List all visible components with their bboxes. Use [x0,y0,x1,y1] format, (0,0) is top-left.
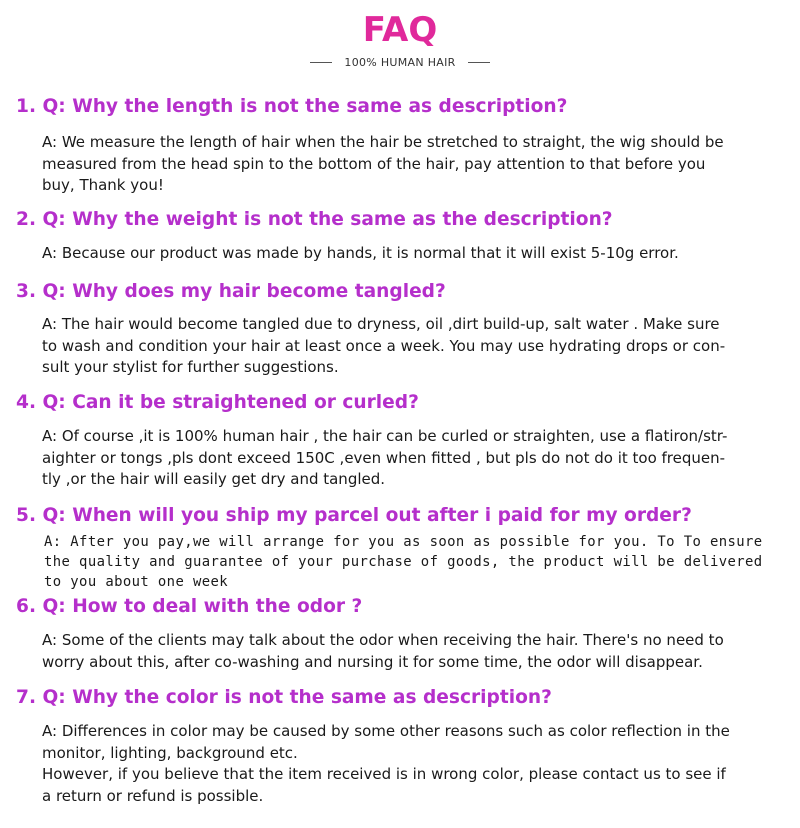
faq-answer-line: A: The hair would become tangled due to dryness, oil ,dirt build-up, salt water . Make sure [42,315,720,333]
faq-question-1: 1. Q: Why the length is not the same as description? [16,96,568,117]
faq-question-6: 6. Q: How to deal with the odor ? [16,596,363,617]
faq-answer-line: the quality and guarantee of your purchase of goods, the product will be delivered [44,554,763,570]
faq-answer-line: to you about one week [44,574,229,590]
faq-question-5: 5. Q: When will you ship my parcel out after i paid for my order? [16,505,692,526]
faq-answer-3 [42,314,792,379]
faq-answer-line: measured from the head spin to the bottom of the hair, pay attention to that before you [42,154,706,173]
faq-question-2: 2. Q: Why the weight is not the same as the description? [16,209,613,230]
divider-left [310,62,332,63]
page-title: FAQ [362,10,438,50]
faq-answer-line: A: After you pay,we will arrange for you as soon as possible for you. To To ensure [44,534,763,550]
faq-answer-line: A: Some of the clients may talk about the odor when receiving the hair. There's no need to [42,631,724,649]
faq-answer-5 [44,532,794,592]
faq-question-7: 7. Q: Why the color is not the same as description? [16,687,552,708]
faq-answer-line: buy, Thank you! [42,176,164,194]
faq-answer-line: A: Of course ,it is 100% human hair , the hair can be curled or straighten, use a flatiron/str- [42,427,728,445]
faq-answer-line: aighter or tongs ,pls dont exceed 150C ,even when fitted , but pls do not do it too frequen- [42,448,726,467]
faq-question-3: 3. Q: Why does my hair become tangled? [16,281,446,302]
faq-answer-4 [42,426,792,491]
faq-answer-line: sult your stylist for further suggestions. [42,358,339,376]
faq-answer-line: a return or refund is possible. [42,786,264,805]
faq-answer-2 [42,243,792,265]
faq-answer-line: monitor, lighting, background etc. [42,743,298,762]
faq-answer-7 [42,721,792,807]
faq-answer-1 [42,132,792,197]
faq-answer-line: worry about this, after co-washing and nursing it for some time, the odor will disappear. [42,652,703,671]
faq-answer-line: tly ,or the hair will easily get dry and tangled. [42,470,386,488]
page-subtitle: 100% HUMAN HAIR [344,56,456,69]
subtitle-row [0,56,800,69]
faq-answer-6 [42,630,792,673]
faq-answer-line: A: Because our product was made by hands, it is normal that it will exist 5-10g error. [42,244,679,262]
faq-question-4: 4. Q: Can it be straightened or curled? [16,392,419,413]
faq-answer-line: to wash and condition your hair at least once a week. You may use hydrating drops or con- [42,336,726,355]
faq-answer-line: However, if you believe that the item received is in wrong color, please contact us to see if [42,765,726,783]
faq-answer-line: A: We measure the length of hair when the hair be stretched to straight, the wig should be [42,133,724,151]
faq-answer-line: A: Differences in color may be caused by some other reasons such as color reflection in the [42,722,730,740]
divider-right [468,62,490,63]
